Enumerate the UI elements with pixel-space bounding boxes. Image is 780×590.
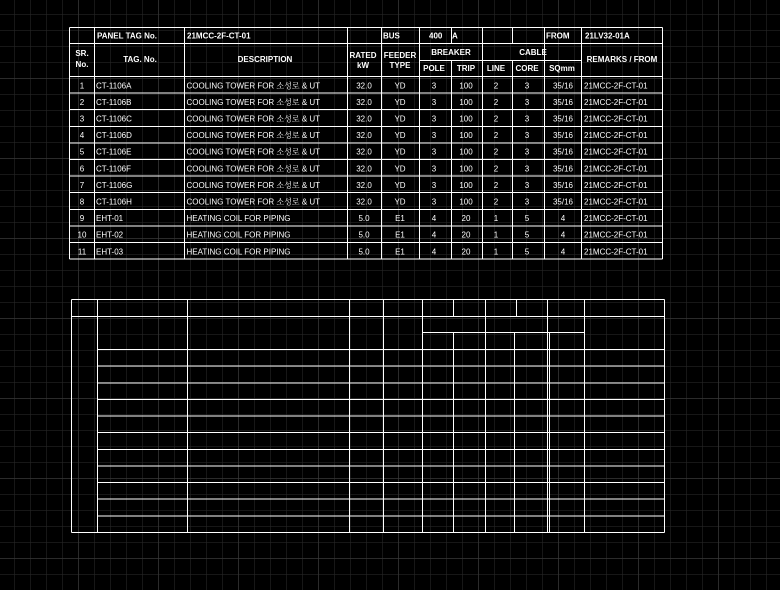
cell-sqmm: 35/16 xyxy=(552,180,574,190)
cell-pole: 3 xyxy=(431,131,437,141)
cell-sqmm: 35/16 xyxy=(552,131,574,141)
cell-sqmm: 4 xyxy=(560,214,566,224)
cell-rated-kw: 32.0 xyxy=(356,147,372,157)
panel-tag-label: PANEL TAG No. xyxy=(97,31,157,41)
cell-tag-no: EHT-03 xyxy=(96,247,124,257)
bus-label: BUS xyxy=(383,31,400,41)
cell-pole: 4 xyxy=(431,214,437,224)
cell-sqmm: 4 xyxy=(560,230,566,240)
cell-rated-kw: 32.0 xyxy=(356,97,372,107)
cell-line: 1 xyxy=(493,214,499,224)
col-pole: POLE xyxy=(423,64,445,73)
cell-core: 3 xyxy=(524,180,530,190)
cell-pole: 3 xyxy=(431,147,437,157)
table-row xyxy=(80,147,648,157)
cell-remarks: 21MCC-2F-CT-01 xyxy=(584,97,648,107)
cell-tag-no: EHT-01 xyxy=(96,214,124,224)
cell-feeder-type: YD xyxy=(394,97,406,107)
cell-description: COOLING TOWER FOR 소성로 & UT xyxy=(186,97,321,107)
cell-trip: 100 xyxy=(459,164,473,174)
cell-sqmm: 35/16 xyxy=(552,197,574,207)
cell-tag-no: CT-1106F xyxy=(96,164,131,174)
col-core: CORE xyxy=(515,64,539,73)
cell-trip: 20 xyxy=(461,230,471,240)
table-row xyxy=(80,197,648,207)
cell-description: COOLING TOWER FOR 소성로 & UT xyxy=(186,180,321,190)
cell-pole: 4 xyxy=(431,230,437,240)
col-rated-line1: RATED xyxy=(349,51,377,60)
col-line: LINE xyxy=(486,64,506,73)
cell-description: COOLING TOWER FOR 소성로 & UT xyxy=(186,147,321,157)
cell-remarks: 21MCC-2F-CT-01 xyxy=(584,197,648,207)
table-row xyxy=(80,163,648,173)
cell-feeder-type: YD xyxy=(394,114,406,124)
cell-sr-no: 3 xyxy=(79,114,85,124)
cell-trip: 100 xyxy=(459,81,473,91)
cell-sr-no: 7 xyxy=(79,180,85,190)
cell-rated-kw: 5.0 xyxy=(358,214,370,224)
cell-tag-no: CT-1106H xyxy=(96,197,132,207)
cell-trip: 100 xyxy=(459,97,473,107)
cell-tag-no: CT-1106C xyxy=(96,114,132,124)
cell-description: HEATING COIL FOR PIPING xyxy=(186,230,291,240)
cell-feeder-type: YD xyxy=(394,131,406,141)
cell-line: 2 xyxy=(493,97,499,107)
cell-rated-kw: 5.0 xyxy=(358,247,370,257)
cell-line: 2 xyxy=(493,197,499,207)
cell-tag-no: CT-1106B xyxy=(96,97,132,107)
cell-line: 2 xyxy=(493,147,499,157)
cell-rated-kw: 32.0 xyxy=(356,114,372,124)
cell-description: COOLING TOWER FOR 소성로 & UT xyxy=(186,81,321,91)
cell-sqmm: 35/16 xyxy=(552,81,574,91)
schedule-rows xyxy=(78,80,649,256)
cell-remarks: 21MCC-2F-CT-01 xyxy=(584,147,648,157)
cell-core: 3 xyxy=(524,164,530,174)
cell-sr-no: 1 xyxy=(79,81,85,91)
col-remarks: REMARKS / FROM xyxy=(586,55,658,64)
cell-trip: 20 xyxy=(461,214,471,224)
cell-remarks: 21MCC-2F-CT-01 xyxy=(584,230,648,240)
cell-rated-kw: 32.0 xyxy=(356,180,372,190)
col-sr-line2: No. xyxy=(75,60,89,69)
cell-remarks: 21MCC-2F-CT-01 xyxy=(584,114,648,124)
cell-tag-no: CT-1106G xyxy=(96,180,133,190)
cell-description: COOLING TOWER FOR 소성로 & UT xyxy=(186,197,321,207)
cell-line: 2 xyxy=(493,81,499,91)
cell-rated-kw: 5.0 xyxy=(358,230,370,240)
cell-core: 3 xyxy=(524,81,530,91)
cell-remarks: 21MCC-2F-CT-01 xyxy=(584,164,648,174)
table-row xyxy=(80,180,648,190)
cell-sr-no: 11 xyxy=(77,247,87,257)
cell-line: 2 xyxy=(493,180,499,190)
cell-line: 1 xyxy=(493,230,499,240)
cell-feeder-type: E1 xyxy=(395,230,405,240)
table-row xyxy=(78,247,648,256)
cell-sqmm: 35/16 xyxy=(552,164,574,174)
cell-line: 2 xyxy=(493,131,499,141)
table-row xyxy=(80,214,648,223)
cell-feeder-type: YD xyxy=(394,147,406,157)
cell-sqmm: 35/16 xyxy=(552,114,574,124)
cell-sr-no: 4 xyxy=(79,131,85,141)
cell-sqmm: 35/16 xyxy=(552,147,574,157)
cell-rated-kw: 32.0 xyxy=(356,81,372,91)
cell-pole: 3 xyxy=(431,114,437,124)
bus-unit: A xyxy=(452,31,458,41)
cell-rated-kw: 32.0 xyxy=(356,197,372,207)
bus-value: 400 xyxy=(429,31,443,41)
cell-pole: 4 xyxy=(431,247,437,257)
cell-trip: 20 xyxy=(461,247,471,257)
cell-sr-no: 10 xyxy=(77,230,87,240)
cell-core: 3 xyxy=(524,197,530,207)
cell-description: HEATING COIL FOR PIPING xyxy=(186,214,291,224)
cell-trip: 100 xyxy=(459,197,473,207)
cell-core: 5 xyxy=(524,247,530,257)
col-cable: CABLE xyxy=(519,48,547,57)
col-trip: TRIP xyxy=(456,64,476,73)
cell-feeder-type: E1 xyxy=(395,247,405,257)
cell-tag-no: EHT-02 xyxy=(96,230,124,240)
cell-sqmm: 4 xyxy=(560,247,566,257)
col-tag-no: TAG. No. xyxy=(123,55,157,64)
cell-sr-no: 9 xyxy=(79,214,85,224)
table-row xyxy=(80,97,648,107)
cell-sr-no: 5 xyxy=(79,147,85,157)
table-row xyxy=(78,231,649,240)
col-description: DESCRIPTION xyxy=(237,55,293,64)
cell-remarks: 21MCC-2F-CT-01 xyxy=(584,214,648,224)
cell-feeder-type: YD xyxy=(394,164,406,174)
empty-schedule-grid-lines xyxy=(72,300,665,533)
cell-line: 2 xyxy=(493,164,499,174)
cell-rated-kw: 32.0 xyxy=(356,164,372,174)
table-row xyxy=(80,114,648,124)
cell-feeder-type: YD xyxy=(394,180,406,190)
from-value: 21LV32-01A xyxy=(585,31,630,41)
cell-sr-no: 2 xyxy=(79,97,85,107)
cell-feeder-type: YD xyxy=(394,81,406,91)
cell-description: COOLING TOWER FOR 소성로 & UT xyxy=(186,164,321,174)
cell-core: 3 xyxy=(524,147,530,157)
cell-line: 1 xyxy=(493,247,499,257)
cell-description: HEATING COIL FOR PIPING xyxy=(186,247,291,257)
cell-rated-kw: 32.0 xyxy=(356,131,372,141)
cell-trip: 100 xyxy=(459,131,473,141)
col-sqmm: SQmm xyxy=(549,64,575,73)
cell-line: 2 xyxy=(493,114,499,124)
cell-trip: 100 xyxy=(459,114,473,124)
cell-remarks: 21MCC-2F-CT-01 xyxy=(584,131,648,141)
col-rated-line2: kW xyxy=(357,61,369,70)
cell-remarks: 21MCC-2F-CT-01 xyxy=(584,247,648,257)
cell-sqmm: 35/16 xyxy=(552,97,574,107)
cell-feeder-type: YD xyxy=(394,197,406,207)
cell-feeder-type: E1 xyxy=(395,214,405,224)
cell-core: 3 xyxy=(524,114,530,124)
cell-remarks: 21MCC-2F-CT-01 xyxy=(584,81,648,91)
cell-core: 5 xyxy=(524,214,530,224)
cell-tag-no: CT-1106A xyxy=(96,81,132,91)
table-row xyxy=(80,80,648,90)
cell-pole: 3 xyxy=(431,81,437,91)
cell-description: COOLING TOWER FOR 소성로 & UT xyxy=(186,114,321,124)
col-feeder-line1: FEEDER xyxy=(383,51,417,60)
cell-sr-no: 8 xyxy=(79,197,85,207)
from-label: FROM xyxy=(546,31,570,41)
cell-tag-no: CT-1106E xyxy=(96,147,132,157)
cell-pole: 3 xyxy=(431,97,437,107)
cell-description: COOLING TOWER FOR 소성로 & UT xyxy=(186,131,321,141)
cell-pole: 3 xyxy=(431,197,437,207)
cell-core: 3 xyxy=(524,131,530,141)
cell-pole: 3 xyxy=(431,180,437,190)
cell-core: 5 xyxy=(524,230,530,240)
cell-remarks: 21MCC-2F-CT-01 xyxy=(584,180,648,190)
panel-tag-value: 21MCC-2F-CT-01 xyxy=(187,31,251,41)
cell-sr-no: 6 xyxy=(79,164,85,174)
cell-pole: 3 xyxy=(431,164,437,174)
col-breaker: BREAKER xyxy=(431,48,471,57)
cell-tag-no: CT-1106D xyxy=(96,131,132,141)
col-sr-line1: SR. xyxy=(75,49,89,58)
col-feeder-line2: TYPE xyxy=(389,61,411,70)
table-row xyxy=(80,130,648,140)
cell-trip: 100 xyxy=(459,147,473,157)
cell-core: 3 xyxy=(524,97,530,107)
cell-trip: 100 xyxy=(459,180,473,190)
